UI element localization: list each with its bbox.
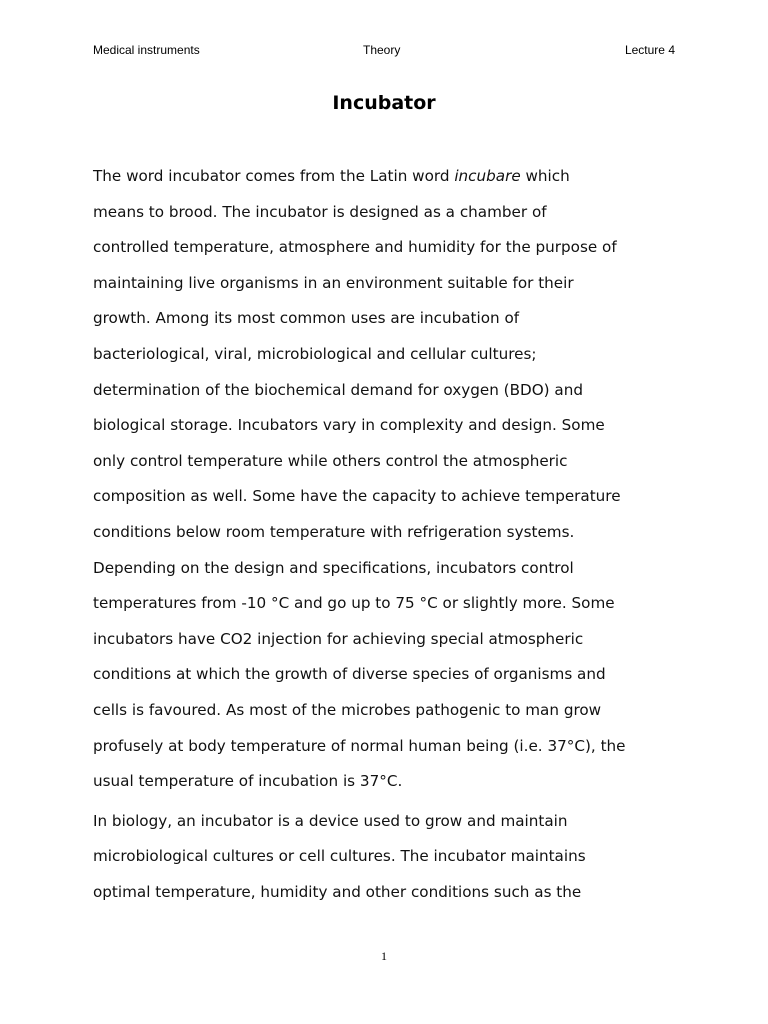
text-line: growth. Among its most common uses are incubation of bbox=[93, 309, 520, 328]
text-line: usual temperature of incubation is 37°C. bbox=[93, 772, 403, 791]
text-line: biological storage. Incubators vary in complexity and design. Some bbox=[93, 416, 605, 435]
text-line: conditions below room temperature with refrigeration systems. bbox=[93, 522, 575, 541]
text-run: which bbox=[520, 167, 570, 185]
text-line: conditions at which the growth of diverse species of organisms and bbox=[93, 665, 606, 684]
text-line: maintaining live organisms in an environment suitable for their bbox=[93, 273, 574, 292]
text-line: means to brood. The incubator is designed as a chamber of bbox=[93, 202, 547, 221]
text-line: In biology, an incubator is a device used to grow and maintain bbox=[93, 811, 568, 830]
text-line: controlled temperature, atmosphere and humidity for the purpose of bbox=[93, 238, 617, 257]
text-line: temperatures from -10 °C and go up to 75 °C or slightly more. Some bbox=[93, 594, 615, 613]
page-title: Incubator bbox=[332, 92, 436, 114]
header-lecture: Lecture 4 bbox=[624, 43, 675, 57]
text-line: determination of the biochemical demand for oxygen (BDO) and bbox=[93, 380, 583, 399]
text-line bbox=[93, 159, 678, 195]
page-header bbox=[93, 43, 675, 61]
text-line: Depending on the design and specifications, incubators control bbox=[93, 558, 574, 577]
text-line: bacteriological, viral, microbiological and cellular cultures; bbox=[93, 344, 537, 363]
header-course: Medical instruments bbox=[93, 43, 200, 57]
paragraph-1 bbox=[93, 159, 678, 800]
text-line: microbiological cultures or cell cultures. The incubator maintains bbox=[93, 847, 586, 866]
text-line: composition as well. Some have the capacity to achieve temperature bbox=[93, 487, 621, 506]
header-section: Theory bbox=[363, 43, 401, 57]
body-text bbox=[93, 159, 678, 910]
text-line: only control temperature while others control the atmospheric bbox=[93, 451, 568, 470]
text-line: optimal temperature, humidity and other conditions such as the bbox=[93, 882, 582, 901]
text-line: profusely at body temperature of normal human being (i.e. 37°C), the bbox=[93, 736, 626, 755]
page-number: 1 bbox=[381, 949, 387, 963]
text-line: incubators have CO2 injection for achieving special atmospheric bbox=[93, 629, 584, 648]
latin-term: incubare bbox=[454, 167, 521, 185]
paragraph-2 bbox=[93, 804, 678, 911]
text-line: cells is favoured. As most of the microbes pathogenic to man grow bbox=[93, 700, 602, 719]
text-run: The word incubator comes from the Latin word bbox=[93, 167, 455, 185]
